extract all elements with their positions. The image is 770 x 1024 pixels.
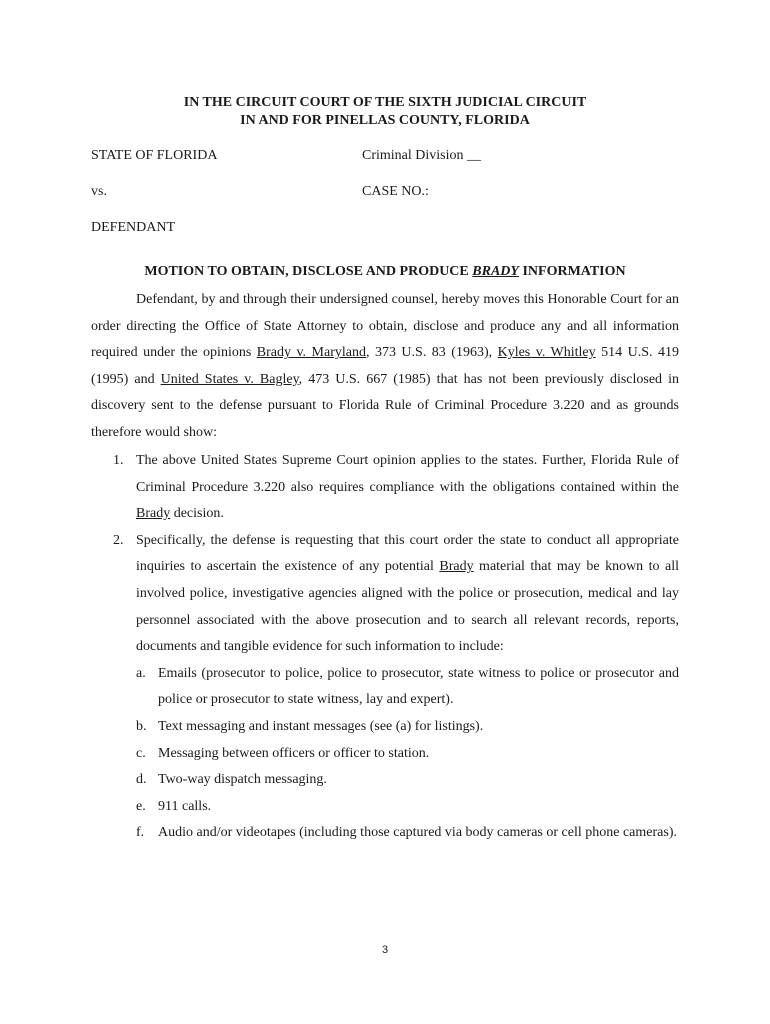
list-text: Messaging between officers or officer to station. bbox=[158, 745, 430, 761]
list-text: material that may be known to all involved police, investigative agencies aligned with the police or prosecution, medical and lay personnel associated with the above prosecution and to search all relevant records, reports, documents and tangible evidence for such information to include: bbox=[136, 559, 679, 655]
list-item bbox=[91, 528, 679, 847]
list-item bbox=[136, 794, 679, 821]
intro-text-2: , 373 U.S. 83 (1963), bbox=[365, 345, 498, 361]
list-text: Two-way dispatch messaging. bbox=[158, 772, 327, 788]
list-text: Specifically, the defense is requesting that this court order the state to conduct all appropriate inquiries to ascertain the existence of any potential bbox=[136, 532, 679, 575]
motion-title-brady: BRADY bbox=[472, 264, 519, 279]
page-number: 3 bbox=[381, 944, 389, 956]
list-number: 1. bbox=[113, 453, 124, 468]
list-letter: d. bbox=[136, 772, 147, 788]
brady-reference: Brady bbox=[136, 506, 171, 522]
list-text: Emails (prosecutor to police, police to prosecutor, state witness to police or prosecutor and police or prosecutor to state witness, lay and expert). bbox=[158, 665, 679, 708]
list-item bbox=[136, 714, 679, 741]
list-number: 2. bbox=[113, 532, 124, 548]
court-header bbox=[0, 94, 770, 130]
numbered-list bbox=[91, 448, 679, 847]
intro-text-4: , 473 U.S. 667 (1985) that has not been previously disclosed in discovery sent to the defense pursuant to Florida Rule of Criminal Procedure 3.220 and as grounds therefore would show: bbox=[91, 371, 679, 440]
list-text: The above United States Supreme Court opinion applies to the states. Further, Florida Rule of Criminal Procedure 3.220 also requires compliance with the obligations contained within the bbox=[136, 453, 679, 495]
case-citation-bagley: United States v. Bagley bbox=[160, 371, 299, 387]
list-item bbox=[136, 767, 679, 794]
motion-title-part-1: MOTION TO OBTAIN, DISCLOSE AND PRODUCE bbox=[144, 264, 473, 279]
list-item bbox=[136, 741, 679, 768]
list-letter: f. bbox=[136, 825, 145, 841]
motion-title-part-2: INFORMATION bbox=[518, 264, 626, 279]
versus-label: vs. bbox=[91, 184, 107, 199]
lettered-list bbox=[136, 661, 679, 847]
motion-title bbox=[0, 264, 770, 280]
division-label: Criminal Division __ bbox=[362, 148, 481, 163]
brady-reference: Brady bbox=[439, 559, 474, 575]
case-citation-kyles: Kyles v. Whitley bbox=[497, 345, 596, 361]
list-text: Audio and/or videotapes (including those captured via body cameras or cell phone cameras). bbox=[158, 825, 677, 841]
list-letter: b. bbox=[136, 718, 147, 734]
list-letter: c. bbox=[136, 745, 146, 761]
case-citation-brady: Brady v. Maryland bbox=[256, 345, 366, 361]
party-state: STATE OF FLORIDA bbox=[91, 148, 218, 163]
list-letter: e. bbox=[136, 798, 146, 814]
list-text: 911 calls. bbox=[158, 798, 212, 814]
list-item bbox=[136, 661, 679, 714]
list-letter: a. bbox=[136, 665, 146, 681]
list-text: Text messaging and instant messages (see (a) for listings). bbox=[158, 718, 484, 734]
court-header-line-1: IN THE CIRCUIT COURT OF THE SIXTH JUDICIAL CIRCUIT bbox=[183, 95, 587, 110]
party-defendant: DEFENDANT bbox=[91, 220, 175, 235]
list-text: decision. bbox=[170, 506, 224, 522]
court-header-line-2: IN AND FOR PINELLAS COUNTY, FLORIDA bbox=[240, 113, 530, 128]
intro-paragraph bbox=[91, 287, 679, 447]
intro-text-1: Defendant, by and through their undersigned counsel, hereby moves this Honorable Court for an order directing the Office of State Attorney to obtain, disclose and produce any and all information required under the opinions bbox=[91, 292, 679, 361]
list-item bbox=[136, 820, 679, 847]
intro-text-3: 514 U.S. 419 (1995) and bbox=[91, 345, 679, 387]
list-item bbox=[91, 448, 679, 528]
case-number-label: CASE NO.: bbox=[362, 184, 429, 199]
